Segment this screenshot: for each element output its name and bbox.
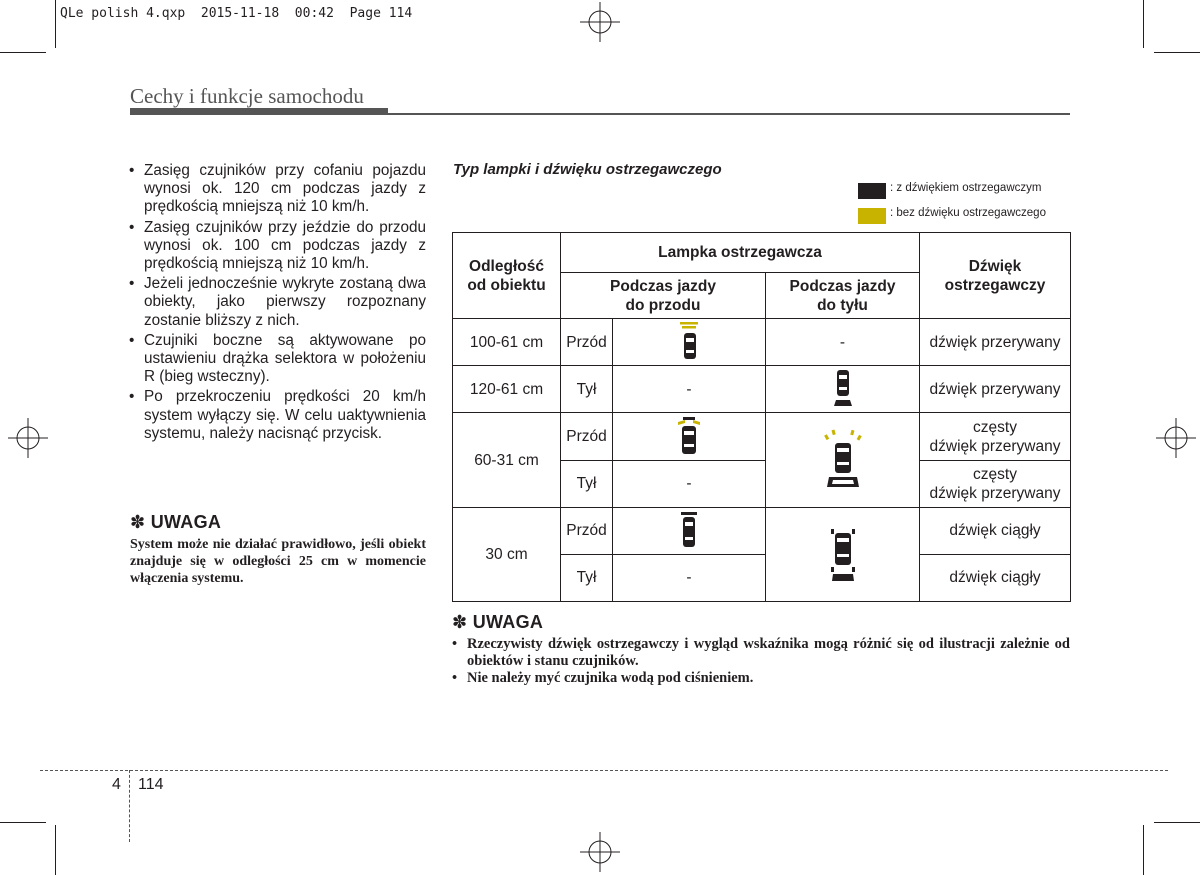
car-front-mid-icon: [669, 416, 709, 458]
reverse-lamp-cell: [766, 507, 920, 601]
bullet-item: • Zasięg czujników przy cofaniu pojazdu wynosi ok. 120 cm podczas jazdy z prędkością mniejszą niż 10 km/h.: [128, 162, 426, 217]
legend-label-sound: : z dźwiękiem ostrzegawczym: [890, 182, 1042, 194]
forward-lamp-cell: -: [613, 366, 766, 413]
sound-cell: częsty dźwięk przerywany: [920, 413, 1071, 460]
reverse-lamp-cell: [766, 366, 920, 413]
note-item: • Rzeczywisty dźwięk ostrzegawczy i wygląd wskaźnika mogą różnić się od ilustracji zależnie od obiektów i stanu czujników.: [452, 636, 1070, 670]
note-list: [452, 636, 1070, 687]
note-star-icon: ✽: [452, 612, 468, 632]
sound-cell: dźwięk przerywany: [920, 319, 1071, 366]
car-front-far-yellow-icon: [674, 321, 704, 363]
distance-cell: 120-61 cm: [453, 366, 561, 413]
distance-cell: 60-31 cm: [453, 413, 561, 507]
warning-table: [452, 232, 1071, 602]
title-bar: [130, 108, 388, 115]
table-heading: Typ lampki i dźwięku ostrzegawczego: [453, 161, 722, 178]
note-item: • Nie należy myć czujnika wodą pod ciśnieniem.: [452, 670, 1070, 687]
sound-cell: częsty dźwięk przerywany: [920, 460, 1071, 507]
bullet-item: • Czujniki boczne są aktywowane po ustawieniu drążka selektora w położeniu R (bieg wsteczny).: [128, 332, 426, 387]
bullet-item: • Po przekroczeniu prędkości 20 km/h system wyłączy się. W celu uaktywnienia systemu, należy nacisnąć przycisk.: [128, 388, 426, 443]
reverse-lamp-cell: [766, 413, 920, 507]
direction-cell: Tył: [561, 366, 613, 413]
reverse-lamp-cell: -: [766, 319, 920, 366]
header-lamp: Lampka ostrzegawcza: [561, 233, 920, 273]
direction-cell: Tył: [561, 554, 613, 601]
legend-label-no-sound: : bez dźwięku ostrzegawczego: [890, 207, 1046, 219]
note-title: [130, 512, 221, 533]
note-star-icon: ✽: [130, 512, 146, 532]
forward-lamp-cell: [613, 319, 766, 366]
bullet-item: • Jeżeli jednocześnie wykryte zostaną dwa obiekty, jako pierwszy rozpoznany zostanie bliższy z nich.: [128, 275, 426, 330]
car-rear-mid-icon: [821, 429, 865, 491]
distance-cell: 100-61 cm: [453, 319, 561, 366]
page-number: 114: [138, 776, 164, 793]
header-reverse: Podczas jazdy do tyłu: [766, 273, 920, 319]
note-text: System może nie działać prawidłowo, jeśli obiekt znajduje się w odległości 25 cm w momencie włączenia systemu.: [130, 537, 426, 586]
car-front-near-icon: [674, 510, 704, 552]
note-title: [452, 612, 543, 633]
direction-cell: Przód: [561, 319, 613, 366]
registration-mark-icon: [1156, 418, 1196, 458]
forward-lamp-cell: -: [613, 554, 766, 601]
sound-cell: dźwięk ciągły: [920, 507, 1071, 554]
footer-divider: [129, 770, 130, 842]
direction-cell: Przód: [561, 507, 613, 554]
section-title: Cechy i funkcje samochodu: [130, 84, 364, 108]
forward-lamp-cell: -: [613, 460, 766, 507]
direction-cell: Przód: [561, 413, 613, 460]
distance-cell: 30 cm: [453, 507, 561, 601]
header-forward: Podczas jazdy do przodu: [561, 273, 766, 319]
sound-cell: dźwięk ciągły: [920, 554, 1071, 601]
legend-swatch-no-sound: [858, 208, 886, 224]
chapter-number: 4: [112, 776, 121, 793]
table-row: [453, 319, 1071, 366]
table-row: [453, 366, 1071, 413]
car-rear-near-icon: [823, 523, 863, 585]
registration-mark-icon: [580, 2, 620, 42]
header-distance: Odległość od obiektu: [453, 233, 561, 319]
direction-cell: Tył: [561, 460, 613, 507]
car-rear-far-icon: [828, 368, 858, 410]
note-title-text: UWAGA: [472, 612, 544, 632]
forward-lamp-cell: [613, 413, 766, 460]
bullet-item: • Zasięg czujników przy jeździe do przodu wynosi ok. 100 cm podczas jazdy z prędkością mniejszą niż 10 km/h.: [128, 219, 426, 274]
registration-mark-icon: [580, 832, 620, 872]
legend-swatch-sound: [858, 183, 886, 199]
header-sound: Dźwięk ostrzegawczy: [920, 233, 1071, 319]
print-slug: QLe polish 4.qxp 2015-11-18 00:42 Page 114: [60, 6, 413, 21]
note-title-text: UWAGA: [150, 512, 222, 532]
table-row: [453, 413, 1071, 460]
feature-bullet-list: [128, 162, 426, 445]
table-row: [453, 507, 1071, 554]
sound-cell: dźwięk przerywany: [920, 366, 1071, 413]
footer-rule: [40, 770, 1168, 771]
forward-lamp-cell: [613, 507, 766, 554]
registration-mark-icon: [8, 418, 48, 458]
